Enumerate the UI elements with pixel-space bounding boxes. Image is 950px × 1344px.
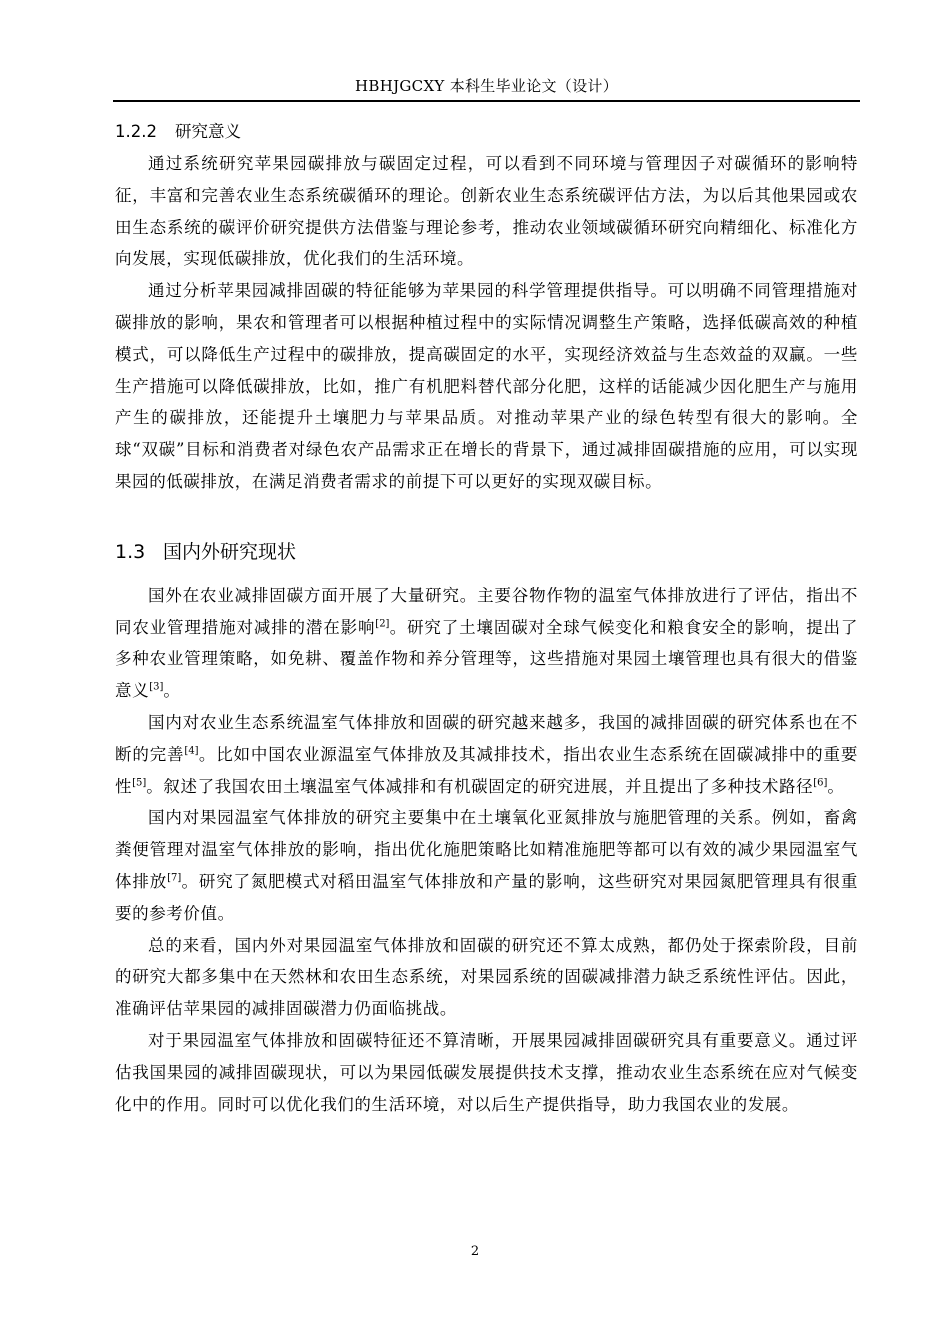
citation: [6]	[813, 777, 828, 789]
running-header: HBHJGCXY 本科生毕业论文（设计）	[354, 77, 618, 95]
section-heading-1-2-2	[115, 116, 858, 148]
text-run: 。叙述了我国农田土壤温室气体减排和有机碳固定的研究进展，并且提出了多种技术路径	[146, 776, 814, 796]
citation: [2]	[375, 618, 390, 630]
citation: [3]	[149, 681, 164, 693]
section-heading-1-3	[115, 532, 858, 572]
citation: [5]	[132, 777, 147, 789]
paragraph: 通过分析苹果园减排固碳的特征能够为苹果园的科学管理提供指导。可以明确不同管理措施对碳排放的影响，果农和管理者可以根据种植过程中的实际情况调整生产策略，选择低碳高效的种植模式，可以降低生产过程中的碳排放，提高碳固定的水平，实现经济效益与生态效益的双赢。一些生产措施可以降低碳排放，比如，推广有机肥料替代部分化肥，这样的话能减少因化肥生产与施用产生的碳排放，还能提升土壤肥力与苹果品质。对推动苹果产业的绿色转型有很大的影响。全球“双碳”目标和消费者对绿色农产品需求正在增长的背景下，通过减排固碳措施的应用，可以实现果园的低碳排放，在满足消费者需求的前提下可以更好的实现双碳目标。	[115, 281, 858, 491]
text-run: 。	[827, 776, 845, 796]
paragraph	[115, 580, 858, 707]
section-number: 1.2.2	[115, 122, 157, 141]
text-run: 。研究了氮肥模式对稻田温室气体排放和产量的影响，这些研究对果园氮肥管理具有很重要的参考价值。	[115, 871, 858, 923]
paragraph	[115, 707, 858, 802]
paragraph: 总的来看，国内外对果园温室气体排放和固碳的研究还不算太成熟，都仍处于探索阶段，目前的研究大都多集中在天然林和农田生态系统，对果园系统的固碳减排潜力缺乏系统性评估。因此，准确评估苹果园的减排固碳潜力仍面临挑战。	[115, 935, 858, 1019]
text-run: 国外在农业减排固碳方面开展了大量研究。主要谷物作物的温室气体排放进行了评估，指出不同农业管理措施对减排的潜在影响	[115, 585, 858, 637]
section-number: 1.3	[115, 540, 146, 563]
citation: [4]	[184, 745, 199, 757]
paragraph: 通过系统研究苹果园碳排放与碳固定过程，可以看到不同环境与管理因子对碳循环的影响特征，丰富和完善农业生态系统碳循环的理论。创新农业生态系统碳评估方法，为以后其他果园或农田生态系统的碳评价研究提供方法借鉴与理论参考，推动农业领域碳循环研究向精细化、标准化方向发展，实现低碳排放，优化我们的生活环境。	[115, 154, 858, 269]
text-run: 国内对果园温室气体排放的研究主要集中在土壤氧化亚氮排放与施肥管理的关系。例如，畜禽粪便管理对温室气体排放的影响，指出优化施肥策略比如精准施肥等都可以有效的减少果园温室气体排放	[115, 808, 858, 891]
paragraph: 对于果园温室气体排放和固碳特征还不算清晰，开展果园减排固碳研究具有重要意义。通过评估我国果园的减排固碳现状，可以为果园低碳发展提供技术支撑，推动农业生态系统在应对气候变化中的作用。同时可以优化我们的生活环境，对以后生产提供指导，助力我国农业的发展。	[115, 1030, 858, 1114]
text-run: 。研究了土壤固碳对全球气候变化和粮食安全的影响，提出了多种农业管理策略，如免耕、覆盖作物和养分管理等，这些措施对果园土壤管理也具有很大的借鉴意义	[115, 617, 858, 701]
paragraph	[115, 802, 858, 929]
page-content	[115, 116, 858, 1120]
header-rule	[113, 100, 860, 102]
text-run: 。比如中国农业源温室气体排放及其减排技术，指出农业生态系统在固碳减排中的重要性	[115, 744, 858, 796]
text-run: 国内对农业生态系统温室气体排放和固碳的研究越来越多，我国的减排固碳的研究体系也在不断的完善	[115, 712, 858, 764]
text-run: 。	[163, 681, 181, 701]
section-title: 研究意义	[175, 122, 241, 141]
page-number: 2	[470, 1244, 480, 1259]
citation: [7]	[167, 872, 182, 884]
section-title: 国内外研究现状	[163, 540, 297, 563]
